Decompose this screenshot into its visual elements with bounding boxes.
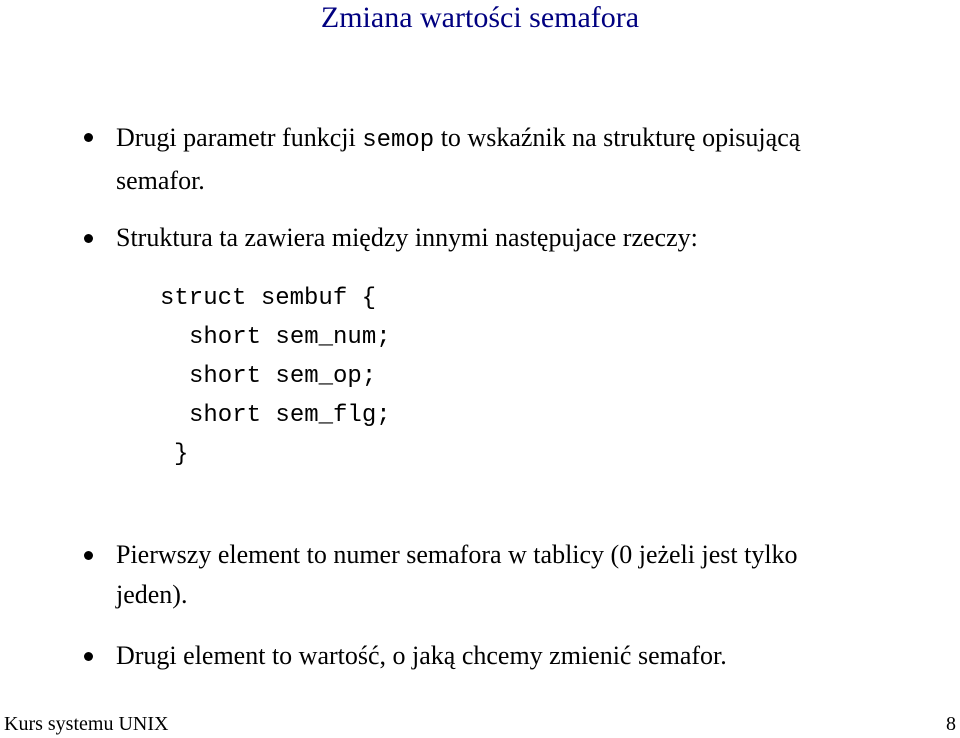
bullet-item-2 (116, 218, 876, 258)
bullet-item-4 (116, 636, 876, 676)
bullet-item-3 (116, 535, 876, 615)
bullet-dot-3 (84, 551, 93, 560)
code-line-sem-num: short sem_num; (189, 324, 391, 351)
bullet-dot-4 (84, 652, 93, 661)
code-line-struct: struct sembuf { (160, 285, 377, 312)
bullet-1-text-pre: Drugi parametr funkcji (116, 123, 363, 152)
slide-title: Zmiana wartości semafora (320, 1, 640, 34)
footer-page-number: 8 (946, 713, 956, 735)
bullet-1-text-line2: semafor. (116, 166, 205, 195)
bullet-dot-2 (84, 234, 93, 243)
bullet-3-text-line2: jeden). (116, 580, 188, 609)
code-line-sem-op: short sem_op; (189, 363, 377, 390)
footer-course-name: Kurs systemu UNIX (4, 713, 169, 735)
bullet-dot-1 (84, 133, 93, 142)
code-line-close-brace: } (174, 441, 189, 468)
bullet-3-text-line1: Pierwszy element to numer semafora w tablicy (0 jeżeli jest tylko (116, 540, 798, 569)
function-name-code: semop (362, 127, 435, 154)
bullet-4-text: Drugi element to wartość, o jaką chcemy zmienić semafor. (116, 641, 727, 670)
bullet-2-text: Struktura ta zawiera między innymi następujace rzeczy: (116, 223, 698, 252)
code-line-sem-flg: short sem_flg; (189, 402, 391, 429)
bullet-1-text-post: to wskaźnik na strukturę opisującą (434, 123, 801, 152)
bullet-item-1 (116, 118, 876, 201)
